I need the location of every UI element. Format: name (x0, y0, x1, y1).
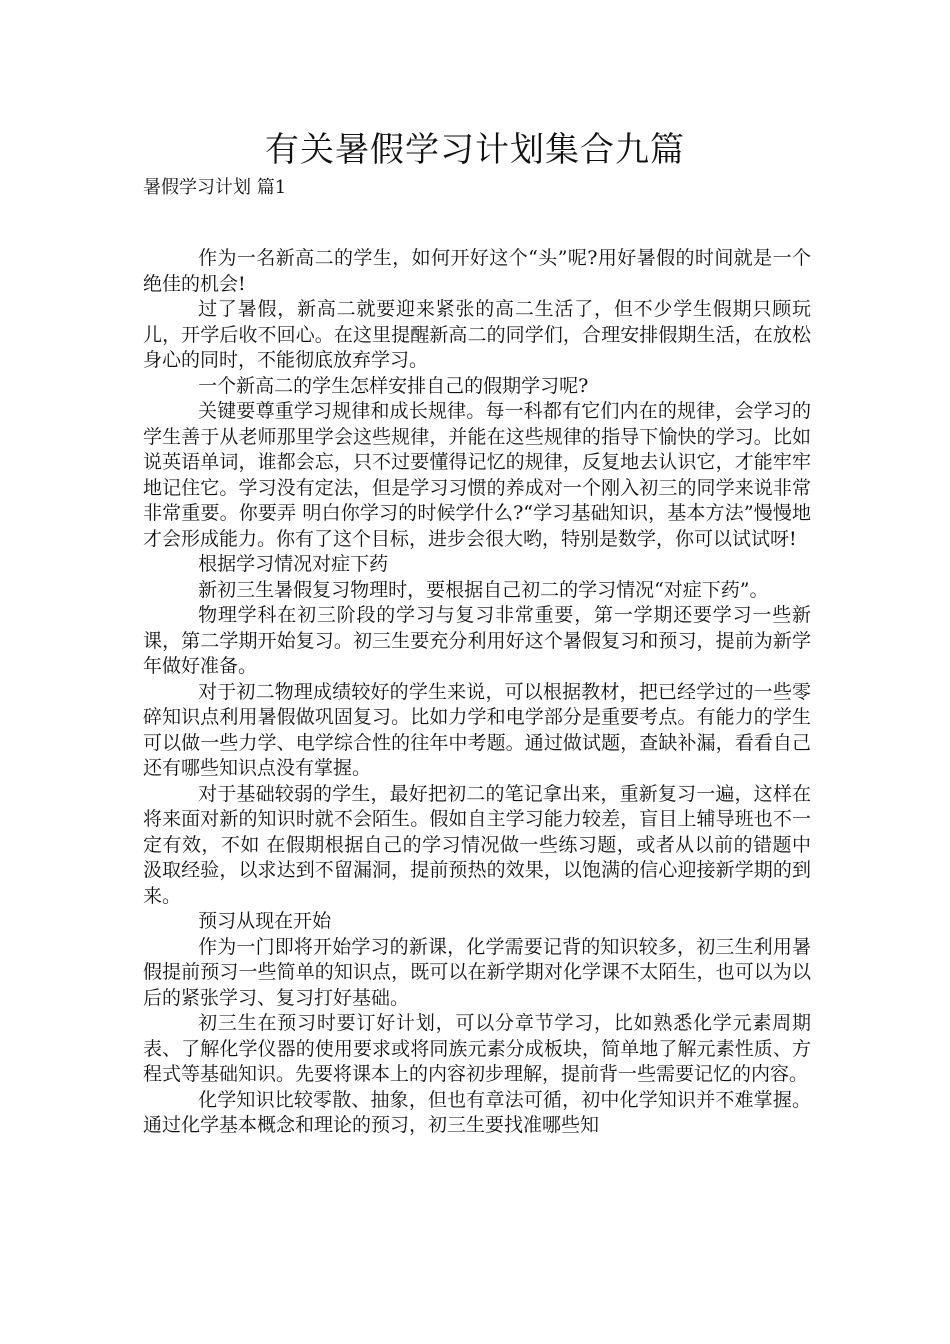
paragraph: 根据学习情况对症下药 (198, 553, 389, 575)
paragraph: 一个新高二的学生怎样安排自己的假期学习呢? (198, 374, 589, 397)
paragraph: 对于基础较弱的学生，最好把初二的笔记拿出来，重新复习一遍，这样在将来面对新的知识时就不会陌生。假如自主学习能力较差，盲目上辅导班也不一定有效，不如 在假期根据自己的学习情况做一些练习题，或者从以前的错题中汲取经验，以求达到不留漏洞，提前预热的效果，以饱满的信心迎接新学期的到来。 (143, 782, 811, 907)
paragraph: 初三生在预习时要订好计划，可以分章节学习，比如熟悉化学元素周期表、了解化学仪器的使用要求或将同族元素分成板块，简单地了解元素性质、方程式等基础知识。先要将课本上的内容初步理解，提前背一些需要记忆的内容。 (143, 1012, 811, 1085)
paragraph: 过了暑假，新高二就要迎来紧张的高二生活了，但不少学生假期只顾玩儿，开学后收不回心。在这里提醒新高二的同学们，合理安排假期生活，在放松身心的同时，不能彻底放弃学习。 (143, 298, 811, 371)
paragraph: 预习从现在开始 (198, 910, 332, 932)
paragraph: 关键要尊重学习规律和成长规律。每一科都有它们内在的规律，会学习的学生善于从老师那里学会这些规律，并能在这些规律的指导下愉快的学习。比如说英语单词，谁都会忘，只不过要懂得记忆的规律，反复地去认识它，才能牢牢地记住它。学习没有定法，但是学习习惯的养成对一个刚入初三的同学来说非常非常重要。你要弄 明白你学习的时候学什么?“学习基础知识，基本方法”慢慢地才会形成能力。你有了这个目标，进步会很大哟，特别是数学，你可以试试呀! (143, 400, 811, 550)
document-title: 有关暑假学习计划集合九篇 (265, 130, 685, 170)
paragraph: 物理学科在初三阶段的学习与复习非常重要，第一学期还要学习一些新课，第二学期开始复习。初三生要充分利用好这个暑假复习和预习，提前为新学年做好准备。 (143, 604, 811, 677)
paragraph: 作为一门即将开始学习的新课，化学需要记背的知识较多，初三生利用暑假提前预习一些简单的知识点，既可以在新学期对化学课不太陌生，也可以为以后的紧张学习、复习打好基础。 (143, 935, 811, 1009)
paragraph: 作为一名新高二的学生，如何开好这个“头”呢?用好暑假的时间就是一个绝佳的机会! (143, 247, 811, 295)
paragraph: 化学知识比较零散、抽象，但也有章法可循，初中化学知识并不难掌握。通过化学基本概念和理论的预习，初三生要找准哪些知 (143, 1088, 811, 1136)
section-heading: 暑假学习计划 篇1 (143, 177, 287, 198)
document-body (143, 246, 811, 1139)
paragraph: 新初三生暑假复习物理时，要根据自己初二的学习情况“对症下药”。 (198, 578, 769, 601)
paragraph: 对于初二物理成绩较好的学生来说，可以根据教材，把已经学过的一些零碎知识点利用暑假做巩固复习。比如力学和电学部分是重要考点。有能力的学生可以做一些力学、电学综合性的往年中考题。通过做试题，查缺补漏，看看自己还有哪些知识点没有掌握。 (143, 680, 811, 779)
